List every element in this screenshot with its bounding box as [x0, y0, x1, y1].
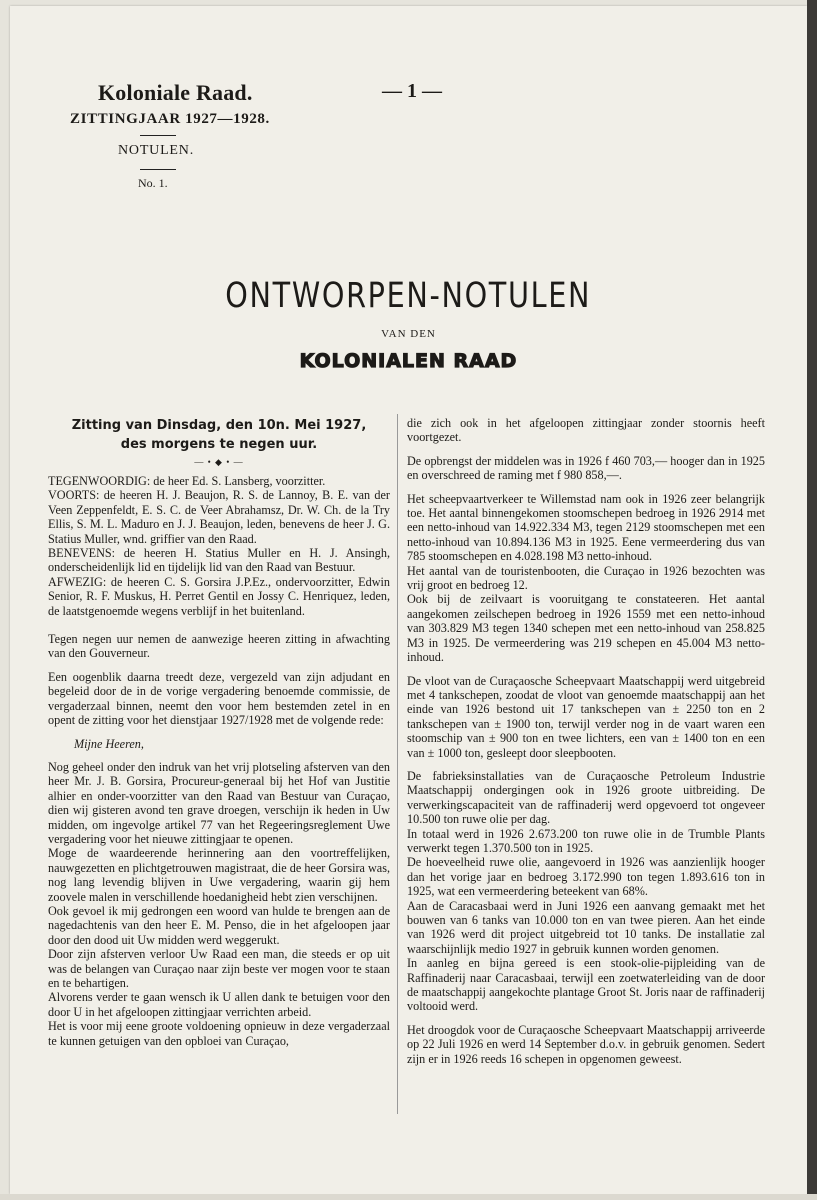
section-label: NOTULEN.	[118, 143, 194, 158]
header-rule	[140, 135, 176, 136]
scan-edge-bottom	[0, 1194, 817, 1200]
paragraph: Aan de Caracasbaai werd in Juni 1926 een aanvang gemaakt met het bouwen van 6 tanks van 10.000 ton en van twee pieren. Aan het einde van 1926 werd dit project uitgebreid tot 10 tanks. De installatie zal waarschijnlijk medio 1927 in gebruik kunnen worden genomen.	[407, 898, 765, 956]
paragraph: De fabrieksinstallaties van de Curaçaosche Petroleum Industrie Maatschappij ondergingen ook in 1926 groote uitbreiding. De verwerkingscapaciteit van de raffinaderij werd opgevoerd tot ongeveer 10.500 ton ruwe olie per dag.	[407, 768, 765, 827]
paragraph: Ook bij de zeilvaart is vooruitgang te constateeren. Het aantal aangekomen zeilschepen bedroeg in 1926 1559 met een netto-inhoud van 303.829 M3 tegen 1340 schepen met een netto-inhoud van 258.825 M3 in 1925. De vermeerdering was 219 schepen en 45.004 M3 netto-inhoud.	[407, 592, 765, 665]
attendance-additional: BENEVENS: de heeren H. Statius Muller en H. J. Ansingh, onderscheidenlijk lid en tijdelijk lid van den Raad van Bestuur.	[48, 546, 390, 575]
paragraph: Ook gevoel ik mij gedrongen een woord van hulde te brengen aan de nagedachtenis van den heer E. M. Penso, die in het afgeloopen jaar door den dood uit Uw midden werd weggerukt.	[48, 903, 390, 947]
right-column	[407, 416, 765, 1066]
paragraph: Alvorens verder te gaan wensch ik U allen dank te betuigen voor den door U in het afgeloopen zittingjaar verrichten arbeid.	[48, 990, 390, 1019]
salutation: Mijne Heeren,	[74, 736, 144, 751]
paragraph: Het aantal van de touristenbooten, die Curaçao in 1926 bezochten was vrij groot en bedroeg 12.	[407, 563, 765, 593]
document-page	[10, 6, 807, 1194]
paragraph: Door zijn afsterven verloor Uw Raad een man, die steeds er op uit was de belangen van Curaçao naar zijn beste ver mogen voor te staan en te behartigen.	[48, 947, 390, 990]
paragraph: In totaal werd in 1926 2.673.200 ton ruwe olie in de Trumble Plants verwerkt tegen 1.370.500 ton in 1925.	[407, 826, 765, 855]
paragraph: De opbrengst der middelen was in 1926 f 460 703,— hooger dan in 1925 en overschreed de raming met f 980 858,—.	[407, 453, 765, 483]
attendance-present: TEGENWOORDIG: de heer Ed. S. Lansberg, voorzitter.	[48, 474, 326, 488]
paragraph: Moge de waardeerende herinnering aan den voortreffelijken, nauwgezetten en plichtgetrouwen magistraat, die de heer Gorsira was, nog lang levendig blijven in Uwe vergadering, waarin gij hem zoovele malen in verschillende hoedanigheid hebt zien verschijnen.	[48, 846, 390, 904]
paragraph: Het is voor mij eene groote voldoening opnieuw in deze vergaderzaal te kunnen getuigen van den opbloei van Curaçao,	[48, 1019, 390, 1048]
scan-edge-right	[807, 0, 817, 1200]
session-year: ZITTINGJAAR 1927—1928.	[70, 111, 270, 127]
paragraph: Het scheepvaartverkeer te Willemstad nam ook in 1926 zeer belangrijk toe. Het aantal binnengekomen stoomschepen bedroeg in 1926 2914 met een netto-inhoud van 14.922.334 M3, tegen 2129 stoomschepen met een netto-inhoud van 10.894.136 M3 in 1925. Eene vermeerdering dus van 785 stoomschepen en 4.028.198 M3 netto-inhoud.	[407, 491, 765, 564]
page-number: — 1 —	[382, 80, 442, 102]
header-rule	[140, 169, 176, 170]
paragraph: De hoeveelheid ruwe olie, aangevoerd in 1926 was aanzienlijk hooger dan het vorige jaar en bedroeg 3.172.990 ton tegen 1.893.616 ton in 1925, wat een vermeerdering beteekent van 68%.	[407, 855, 765, 899]
paragraph: Tegen negen uur nemen de aanwezige heeren zitting in afwachting van den Gouverneur.	[48, 632, 390, 661]
paragraph: Een oogenblik daarna treedt deze, vergezeld van zijn adjudant en begeleid door de in de vorige vergadering benoemde commissie, de vergaderzaal binnen, neemt den voor hem bestemden zetel in en opent de zitting voor het dienstjaar 1927/1928 met de volgende rede:	[48, 669, 390, 728]
council-banner: KOLONIALEN RAAD	[299, 350, 518, 372]
left-column	[48, 416, 390, 1048]
paragraph: Het droogdok voor de Curaçaosche Scheepvaart Maatschappij arriveerde op 22 Juli 1926 en werd 14 September d.o.v. in gebruik genomen. Sedert zijn er in 1926 reeds 16 schepen in opgenomen geweest.	[407, 1022, 765, 1066]
ornament-divider: — • ◆ • —	[194, 457, 244, 467]
van-den-label: VAN DEN	[381, 328, 436, 340]
column-divider	[397, 414, 398, 1114]
paragraph: De vloot van de Curaçaosche Scheepvaart Maatschappij werd uitgebreid met 4 tankschepen, zoodat de vloot van genoemde maatschappij aan het einde van 1926 bestond uit 17 tankschepen van ± 2250 ton en 2 tankschepen van ± 1900 ton, terwijl verder nog in de vaart waren een stoomschip van ± 900 ton en twee lichters, een van ± 1400 ton en een van ± 1000 ton, gesleept door sleepbooten.	[407, 673, 765, 760]
attendance-members: VOORTS: de heeren H. J. Beaujon, R. S. de Lannoy, B. E. van der Veen Zeppenfeldt, E. S. C. de Veer Abrahamsz, Dr. W. Ch. de la Try Ellis, S. M. L. Maduro en J. J. Beaujon, leden, benevens de heer J. G. Statius Muller, wnd. griffier van den Raad.	[48, 488, 390, 546]
issue-number: No. 1.	[138, 176, 168, 190]
paragraph: die zich ook in het afgeloopen zittingjaar zonder stoornis heeft voortgezet.	[407, 416, 765, 445]
sitting-time: des morgens te negen uur.	[120, 437, 318, 452]
paragraph: Nog geheel onder den indruk van het vrij plotseling afsterven van den heer Mr. J. B. Gorsira, Procureur-generaal bij het Hof van Justitie alhier en onder-voorzitter van den Raad van Bestuur van Curaçao, dien wij gisteren avond ten grave droegen, verschijn ik heden in Uw midden, om ingevolge artikel 77 van het Regeeringsreglement Uwe vergadering voor het nieuwe zittingjaar te openen.	[48, 759, 390, 846]
attendance-absent: AFWEZIG: de heeren C. S. Gorsira J.P.Ez., ondervoorzitter, Edwin Senior, R. F. Muskus, H. Perret Gentil en Jossy C. Henriquez, leden, de laatstgenoemde wegens verblijf in het buitenland.	[48, 574, 390, 618]
council-title: Koloniale Raad.	[98, 80, 253, 105]
main-title: ONTWORPEN-NOTULEN	[225, 276, 592, 316]
paragraph: In aanleg en bijna gereed is een stook-olie-pijpleiding van de Raffinaderij naar Caracasbaai, terwijl een zoetwaterleiding van de door de maatschappij aangekochte plantage Groot St. Joris naar de raffinaderij voltooid werd.	[407, 956, 765, 1014]
sitting-heading: Zitting van Dinsdag, den 10n. Mei 1927,	[71, 418, 367, 433]
